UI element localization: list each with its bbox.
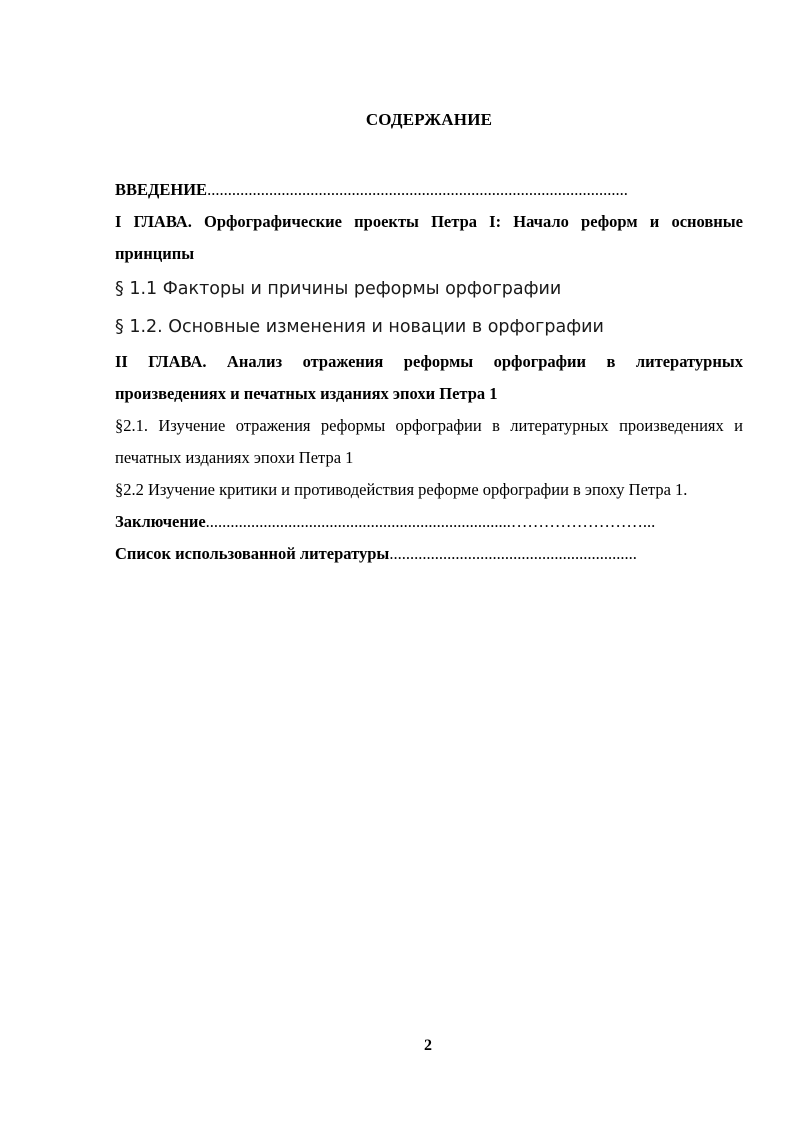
- toc-entry-conclusion: [115, 506, 743, 538]
- toc-entry-chapter-2: II ГЛАВА. Анализ отражения реформы орфографии в литературных произведениях и печатных изданиях эпохи Петра 1: [115, 352, 743, 403]
- toc-intro-leader: ......................................................................................................: [207, 180, 628, 199]
- toc-references-label: Список использованной литературы: [115, 544, 390, 563]
- toc-intro-label: ВВЕДЕНИЕ: [115, 180, 208, 199]
- toc-references-leader: ............................................................: [389, 544, 637, 563]
- toc-conclusion-label: Заключение: [115, 512, 206, 531]
- page-number: 2: [424, 1037, 432, 1054]
- toc-entry-section-1-2: § 1.2. Основные изменения и новации в орфографии: [115, 317, 604, 337]
- toc-entry-introduction: [115, 174, 743, 206]
- toc-conclusion-leader: ..........................................................................……………………...: [205, 512, 656, 531]
- page-title: СОДЕРЖАНИЕ: [365, 110, 493, 129]
- toc-entry-section-2-1: §2.1. Изучение отражения реформы орфографии в литературных произведениях и печатных изданиях эпохи Петра 1: [115, 416, 743, 467]
- toc-entry-references: [115, 538, 743, 570]
- toc-entry-section-1-1: § 1.1 Факторы и причины реформы орфографии: [115, 279, 562, 299]
- toc-entry-chapter-1: I ГЛАВА. Орфографические проекты Петра I: Начало реформ и основные принципы: [115, 212, 743, 263]
- table-of-contents: [115, 174, 743, 570]
- toc-entry-section-2-2: §2.2 Изучение критики и противодействия реформе орфографии в эпоху Петра 1.: [115, 480, 688, 499]
